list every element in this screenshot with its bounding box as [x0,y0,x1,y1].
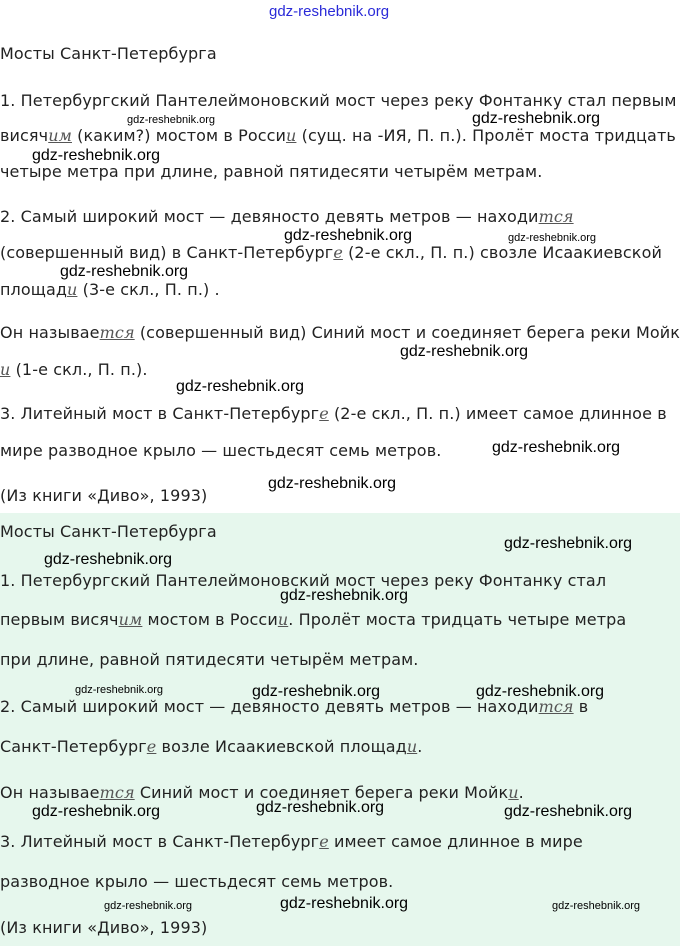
task-line: 1. Петербургский Пантелеймоновский мост через реку Фонтанку стал первым [0,91,677,110]
watermark: gdz-reshebnik.org [476,683,605,700]
task-title: Мосты Санкт-Петербурга [0,44,217,63]
task-source: (Из книги «Диво», 1993) [0,486,208,505]
watermark: gdz-reshebnik.org [127,114,216,126]
watermark: gdz-reshebnik.org [280,587,409,604]
watermark: gdz-reshebnik.org [552,900,641,912]
watermark: gdz-reshebnik.org [492,439,621,456]
task-line: четыре метра при длине, равной пятидесяти четырём метрам. [0,162,543,181]
task-line: висячим (каким?) мостом в России (сущ. на -ИЯ, П. п.). Пролёт моста тридцать [0,126,676,145]
watermark: gdz-reshebnik.org [508,232,597,244]
answer-line: Санкт-Петербурге возле Исаакиевской площади. [0,737,423,756]
task-line: и (1-е скл., П. п.). [0,360,148,379]
task-line: 3. Литейный мост в Санкт-Петербурге (2-е скл., П. п.) имеет самое длинное в [0,404,667,423]
task-line: (совершенный вид) в Санкт-Петербурге (2-е скл., П. п.) свозле Исаакиевской [0,243,662,262]
task-line: площади (3-е скл., П. п.) . [0,280,220,299]
watermark: gdz-reshebnik.org [60,263,189,280]
answer-line: при длине, равной пятидесяти четырём метрам. [0,650,419,669]
watermark: gdz-reshebnik.org [504,535,633,552]
watermark: gdz-reshebnik.org [32,147,161,164]
answer-source: (Из книги «Диво», 1993) [0,918,208,937]
watermark: gdz-reshebnik.org [504,803,633,820]
watermark: gdz-reshebnik.org [176,378,305,395]
watermark: gdz-reshebnik.org [472,110,601,127]
watermark-link[interactable]: gdz-reshebnik.org [269,3,390,20]
watermark: gdz-reshebnik.org [104,900,193,912]
watermark: gdz-reshebnik.org [284,227,413,244]
answer-line: разводное крыло — шестьдесят семь метров. [0,872,394,891]
watermark: gdz-reshebnik.org [268,475,397,492]
watermark: gdz-reshebnik.org [280,895,409,912]
watermark: gdz-reshebnik.org [75,684,164,696]
answer-title: Мосты Санкт-Петербурга [0,522,217,541]
answer-line: 1. Петербургский Пантелеймоновский мост через реку Фонтанку стал [0,571,607,590]
answer-line: Он называется Синий мост и соединяет берега реки Мойки. [0,783,524,802]
watermark: gdz-reshebnik.org [252,683,381,700]
answer-line: 3. Литейный мост в Санкт-Петербурге имеет самое длинное в мире [0,832,583,851]
task-line: мире разводное крыло — шестьдесят семь метров. [0,441,442,460]
answer-line: 2. Самый широкий мост — девяносто девять метров — находится в [0,697,589,716]
answer-line: первым висячим мостом в России. Пролёт моста тридцать четыре метра [0,610,627,629]
task-line: Он называется (совершенный вид) Синий мост и соединяет берега реки Мойк [0,323,680,342]
watermark: gdz-reshebnik.org [44,551,173,568]
task-line: 2. Самый широкий мост — девяносто девять метров — находится [0,207,574,226]
watermark: gdz-reshebnik.org [32,803,161,820]
watermark: gdz-reshebnik.org [400,343,529,360]
watermark: gdz-reshebnik.org [256,799,385,816]
